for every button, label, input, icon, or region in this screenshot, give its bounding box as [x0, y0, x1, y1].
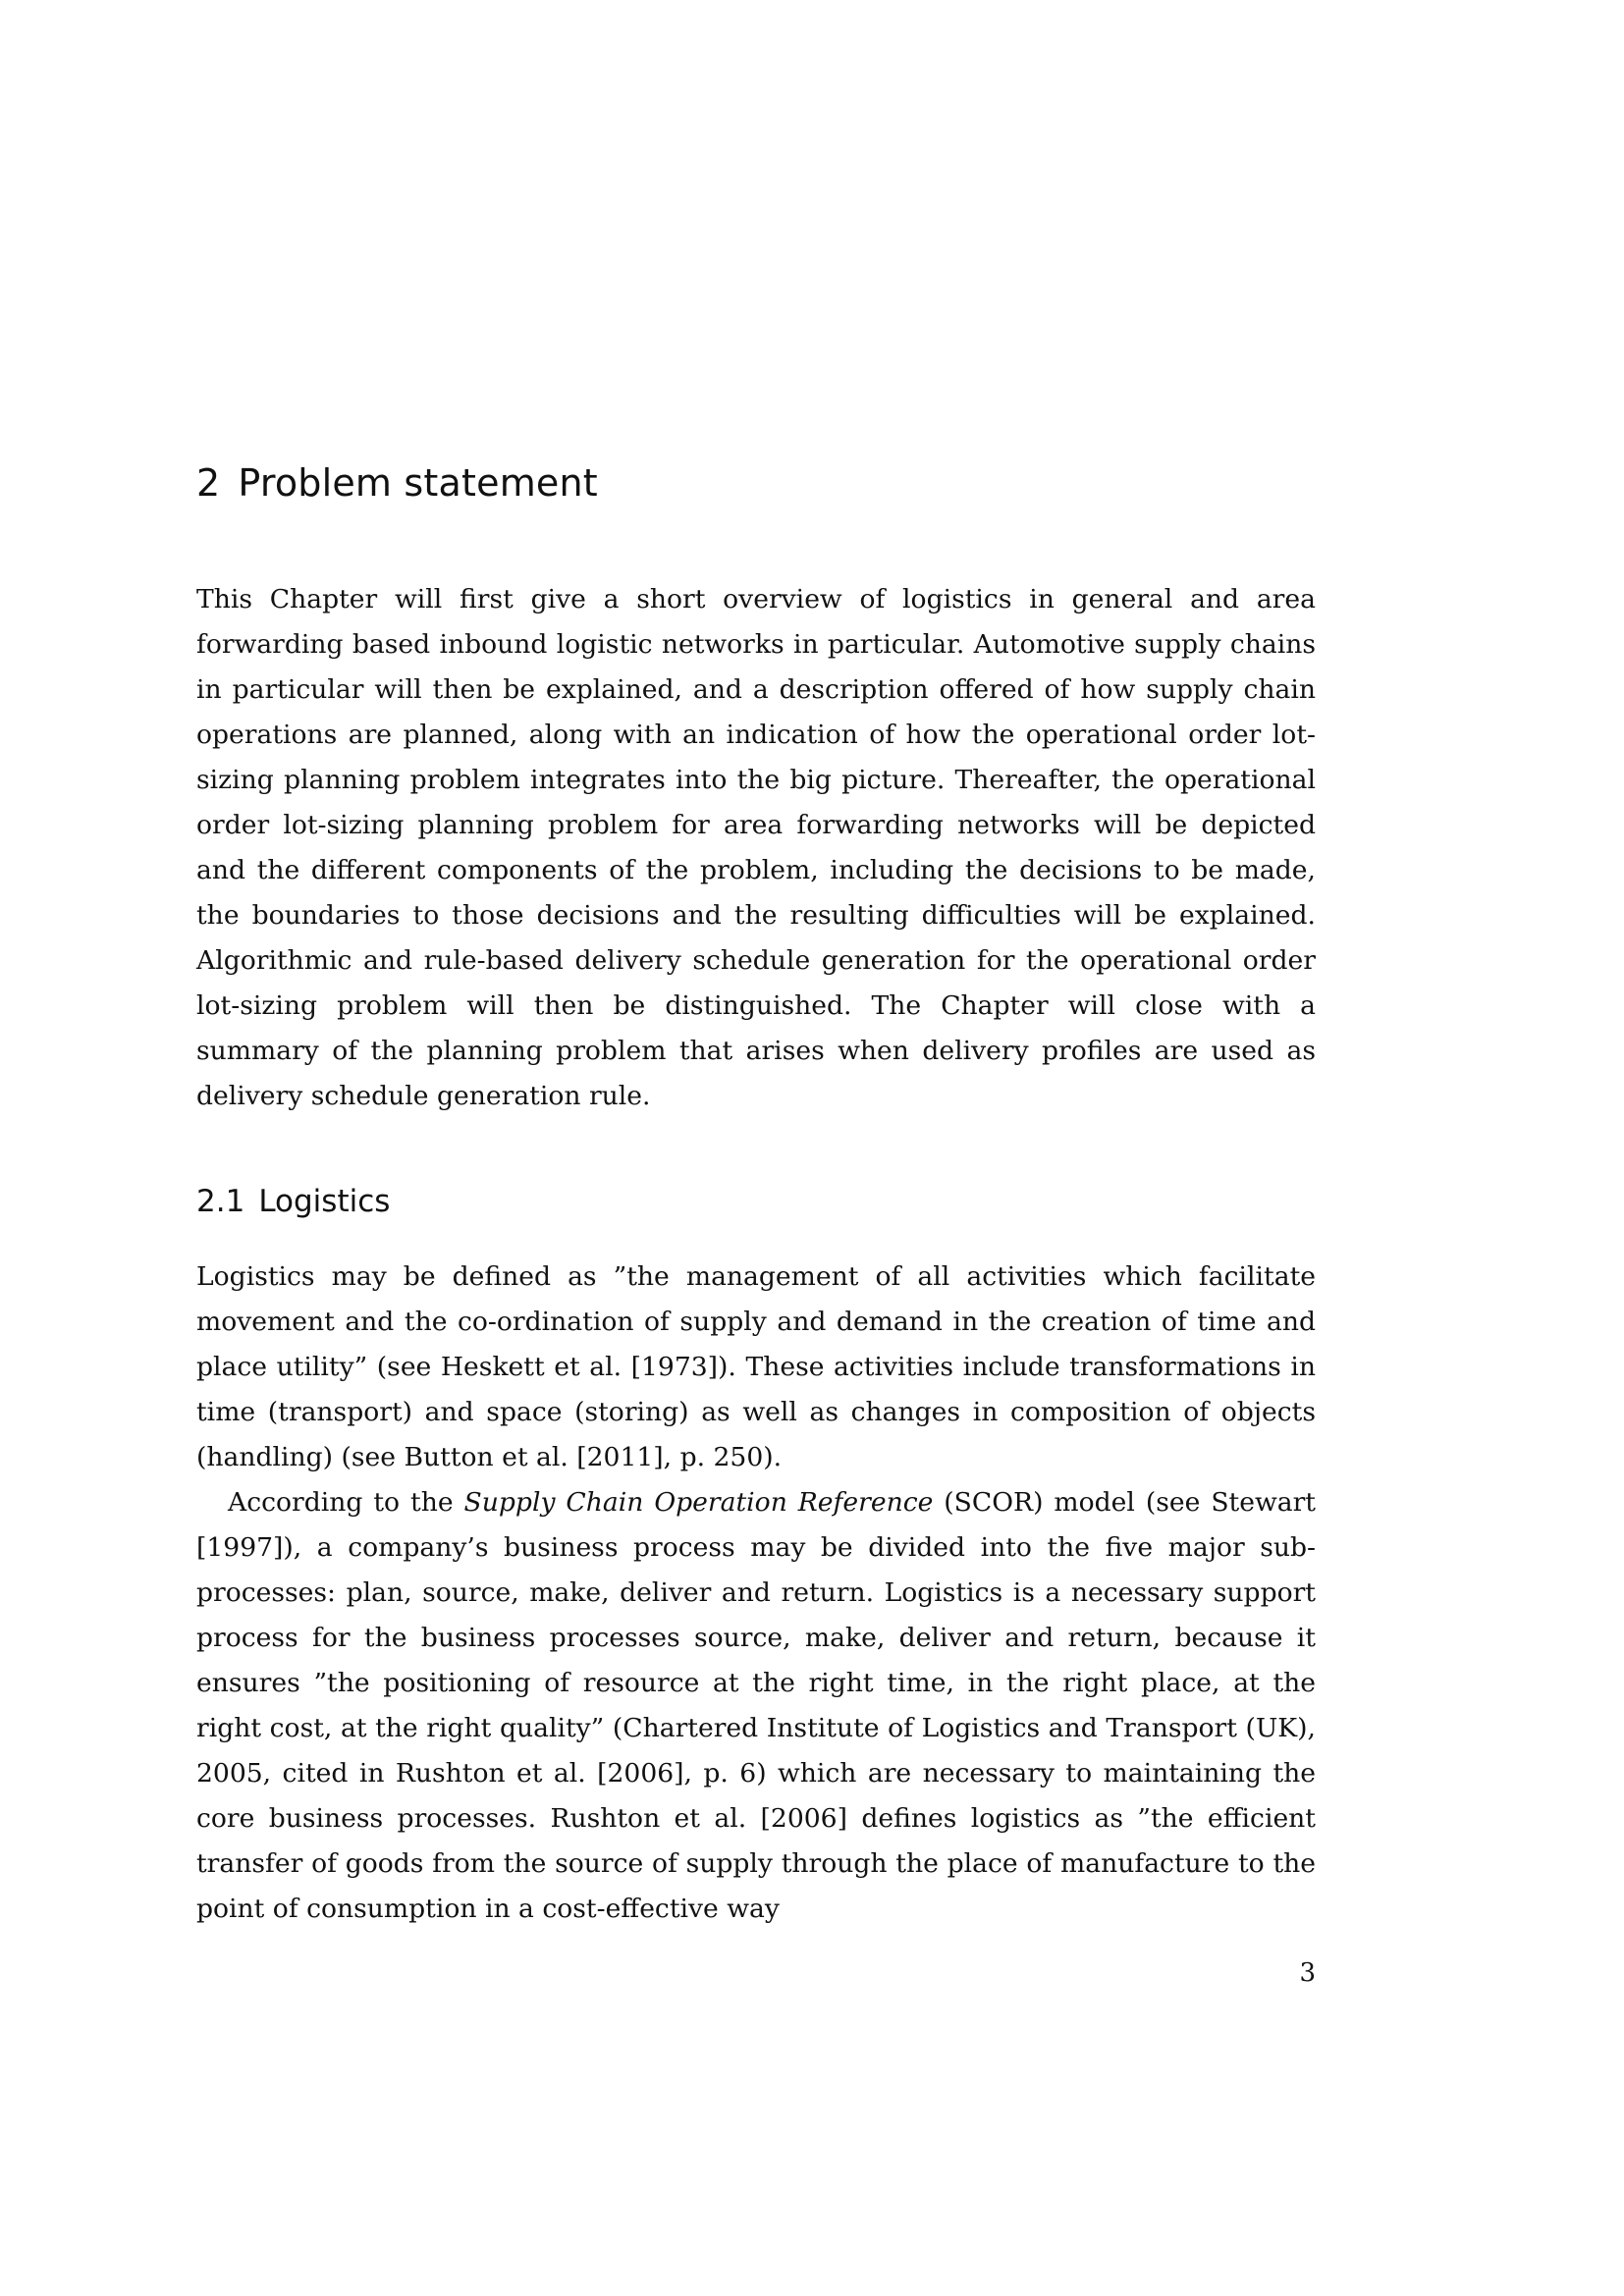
paragraph-2-text-start: According to the — [228, 1486, 464, 1518]
section-number: 2.1 — [196, 1183, 245, 1219]
section-heading — [196, 1184, 1316, 1220]
page-number: 3 — [1299, 1958, 1316, 1988]
chapter-intro-paragraph: This Chapter will first give a short overview of logistics in general and area forwarding based inbound logistic networks in particular. Automotive supply chains in particular will then be explained, and a description offered of how supply chain operations are planned, along with an indication of how the operational order lot-sizing planning problem integrates into the big picture. Thereafter, the operational order lot-sizing planning problem for area forwarding networks will be depicted and the different components of the problem, including the decisions to be made, the boundaries to those decisions and the resulting difficulties will be explained. Algorithmic and rule-based delivery schedule generation for the operational order lot-sizing problem will then be distinguished. The Chapter will close with a summary of the planning problem that arises when delivery profiles are used as delivery schedule generation rule. — [196, 583, 1316, 1111]
section-paragraph-2 — [196, 1480, 1316, 1932]
section-title: Logistics — [258, 1183, 391, 1219]
scor-model-term: Supply Chain Operation Reference — [463, 1486, 934, 1518]
chapter-number: 2 — [196, 461, 221, 505]
page-content — [196, 461, 1316, 1932]
section-paragraph-1: Logistics may be defined as ”the management of all activities which facilitate movement and the co-ordination of supply and demand in the creation of time and place utility” (see Heskett et al. [1973]). These activities include transformations in time (transport) and space (storing) as well as changes in composition of objects (handling) (see Button et al. [2011], p. 250). — [196, 1260, 1316, 1472]
chapter-heading — [196, 461, 1316, 507]
chapter-title: Problem statement — [238, 461, 598, 505]
paragraph-2-text-rest: (SCOR) model (see Stewart [1997]), a company’s business process may be divided into the five major sub-processes: plan, source, make, deliver and return. Logistics is a necessary support process for the business processes source, make, deliver and return, because it ensures ”the positioning of resource at the right time, in the right place, at the right cost, at the right quality” (Chartered Institute of Logistics and Transport (UK), 2005, cited in Rushton et al. [2006], p. 6) which are necessary to maintaining the core business processes. Rushton et al. [2006] defines logistics as ”the efficient transfer of goods from the source of supply through the place of manufacture to the point of consumption in a cost-effective way — [196, 1486, 1316, 1924]
